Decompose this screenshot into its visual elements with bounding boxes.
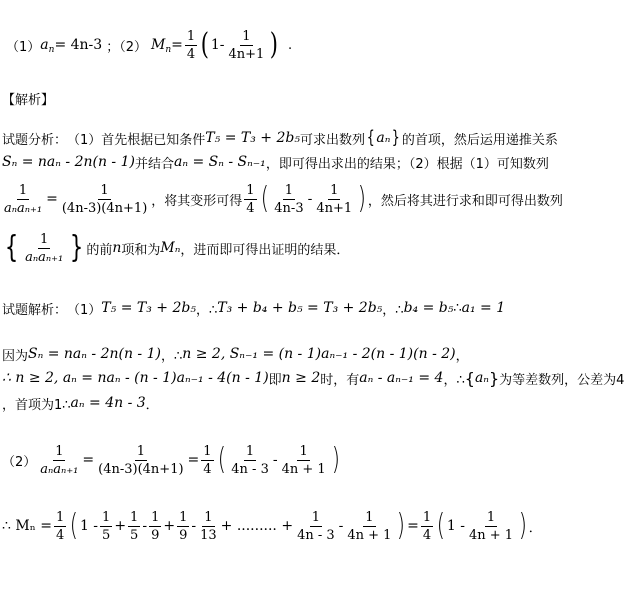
- analysis-text-4a: 的前: [86, 242, 113, 258]
- solution-s1-f4: a₁ = 1: [461, 300, 506, 316]
- solution-s5-frac-quarter: $\frac{1}{4}$: [203, 443, 212, 477]
- answer-an: $a_n$: [40, 37, 55, 55]
- answer-line: [0, 27, 630, 62]
- solution-s6-r-pre: 1 -: [446, 518, 465, 534]
- analysis-text-4c: ，进而即可得出证明的结果．: [180, 242, 350, 258]
- solution-s4-f: aₙ = 4n - 3: [70, 395, 146, 411]
- answer-part1-label: （1）: [6, 39, 41, 55]
- analysis-l4-brace-close: }: [70, 230, 84, 265]
- series-fraction: $\frac{1}{4n + 1}$: [347, 509, 392, 543]
- analysis-line-2: [0, 152, 630, 172]
- solution-s5-frac-b: $\frac{1}{(4n-3)(4n+1)}$: [98, 443, 184, 477]
- solution-s1-sep1: ，∴: [195, 302, 218, 318]
- solution-s1-sep3: ∴: [453, 300, 462, 316]
- analysis-frac-b: $\frac{1}{(4n-3)(4n+1)}$: [61, 182, 148, 216]
- analysis-text-1a: （1）首先根据已知条件: [67, 132, 206, 148]
- solution-s3d: 为等差数列，公差为4: [499, 372, 625, 388]
- analysis-paren-open: (: [260, 181, 269, 216]
- analysis-Mn: Mₙ: [160, 240, 181, 256]
- solution-s5-paren-close: ): [331, 442, 340, 477]
- solution-s6-eq: =: [407, 518, 419, 534]
- analysis-eq: =: [46, 191, 58, 207]
- solution-s3-f1: ∴ n ≥ 2, aₙ = naₙ - (n - 1)aₙ₋₁ - 4(n - 1): [2, 370, 269, 386]
- analysis-formula-2b: aₙ = Sₙ - Sₙ₋₁: [173, 154, 266, 170]
- analysis-l4-frac: $\frac{1}{\text{aₙaₙ₊₁}}$: [25, 231, 64, 265]
- solution-s3-f3: aₙ - aₙ₋₁ = 4: [359, 370, 444, 386]
- solution-s2-f1: Sₙ = naₙ - 2n(n - 1): [28, 346, 161, 362]
- solution-s6-paren-close: ): [397, 508, 406, 543]
- analysis-frac-quarter: $\frac{1}{4}$: [246, 182, 255, 216]
- solution-s5-eq2: =: [187, 452, 200, 468]
- series-fraction: $\frac{1}{13}$: [200, 509, 217, 543]
- analysis-formula-1: T₅ = T₃ + 2b₅: [205, 130, 300, 146]
- solution-line-3: [0, 368, 630, 388]
- analysis-paren-close: ): [357, 181, 367, 216]
- solution-s5-frac-a: $\frac{1}{\text{aₙaₙ₊₁}}$: [40, 443, 79, 477]
- answer-end: .: [288, 37, 293, 53]
- series-operator: -: [142, 518, 148, 534]
- solution-s5-frac-in2: $\frac{1}{4n + 1}$: [281, 443, 326, 477]
- solution-s5-eq: =: [82, 452, 95, 468]
- solution-line-5: [0, 438, 630, 482]
- analysis-frac-in2: $\frac{1}{4n+1}$: [316, 182, 353, 216]
- solution-s6-frac-quarter: $\frac{1}{4}$: [55, 509, 65, 543]
- solution-s3-brace-open: {: [464, 368, 475, 388]
- solution-s1-sep2: ，∴: [382, 302, 404, 318]
- solution-s6-end: ．: [528, 520, 542, 536]
- solution-s4b: ．: [145, 397, 159, 413]
- solution-s3a: 即: [268, 372, 282, 388]
- analysis-text-4b: 项和为: [121, 242, 161, 258]
- answer-eq1: = 4n-3: [54, 37, 103, 53]
- solution-s3-f2: n ≥ 2: [281, 370, 321, 386]
- solution-s6-r-paren-open: (: [436, 508, 446, 543]
- answer-frac-inner: $\frac{1}{4n+1}$: [228, 28, 265, 62]
- series-operator: -: [191, 518, 197, 534]
- answer-Mn: $M_n$: [150, 37, 172, 55]
- series-operator: +: [114, 518, 127, 534]
- solution-s6-paren-open: (: [69, 508, 79, 543]
- solution-s5-minus: -: [272, 452, 278, 468]
- solution-s2-end: ，: [455, 348, 469, 364]
- answer-frac-quarter: $\frac{1}{4}$: [186, 28, 196, 62]
- series-operator: +: [163, 518, 176, 534]
- solution-s4a: ，首项为1∴: [2, 397, 71, 413]
- solution-s1-f2: T₃ + b₄ + b₅ = T₃ + 2b₅: [217, 300, 383, 316]
- solution-s1-f1: T₅ = T₃ + 2b₅: [101, 300, 196, 316]
- analysis-line-1: [0, 128, 630, 148]
- analysis-text-1c: 的首项，然后运用递推关系: [401, 132, 558, 148]
- solution-s6-series: [80, 509, 396, 544]
- answer-sep: ；（2）: [106, 39, 147, 55]
- solution-s3-seq: aₙ: [474, 370, 489, 386]
- solution-s3b: 时，有: [320, 372, 360, 388]
- analysis-frac-in1: $\frac{1}{4n-3}$: [274, 182, 304, 216]
- answer-inner-pre: 1-: [210, 37, 225, 53]
- answer-paren-close: ): [270, 27, 279, 62]
- series-fraction: $\frac{1}{5}$: [102, 509, 111, 543]
- analysis-line-3: [0, 177, 630, 221]
- analysis-seq: aₙ: [376, 130, 391, 146]
- analysis-frac-a: $\frac{1}{\text{aₙaₙ₊₁}}$: [4, 182, 43, 216]
- series-fraction: $\frac{1}{9}$: [179, 509, 188, 543]
- answer-paren-open: (: [200, 27, 210, 62]
- analysis-formula-2a: Sₙ = naₙ - 2n(n - 1): [2, 154, 135, 170]
- series-operator: + ......... +: [220, 518, 294, 534]
- series-operator: 1 -: [79, 518, 99, 534]
- solution-s3-brace-close: }: [488, 368, 500, 388]
- solution-s2-f2: n ≥ 2, Sₙ₋₁ = (n - 1)aₙ₋₁ - 2(n - 1)(n - 2): [182, 346, 456, 362]
- solution-line-4: [0, 393, 630, 413]
- solution-s5-paren-open: (: [217, 442, 226, 477]
- series-fraction: $\frac{1}{5}$: [130, 509, 139, 543]
- analysis-minus: -: [307, 191, 313, 207]
- solution-s6-r-paren-close: ): [518, 508, 528, 543]
- solution-label: 试题解析：: [2, 302, 68, 318]
- analysis-text-3b: ，然后将其进行求和即可得出数列: [367, 193, 563, 209]
- answer-eq2: =: [171, 37, 183, 53]
- analysis-text-3a: ，将其变形可得: [151, 193, 243, 209]
- solution-s2-sep: ，∴: [160, 348, 183, 364]
- analysis-line-4: [0, 226, 630, 270]
- analysis-l4-brace-open: {: [4, 230, 19, 265]
- solution-line-6: [0, 504, 630, 548]
- analysis-label: 试题分析：: [2, 132, 68, 148]
- analysis-brace-open: {: [366, 127, 375, 148]
- solution-s1-f3: b₄ = b₅: [403, 300, 454, 316]
- solution-s5a: （2）: [2, 454, 37, 470]
- solution-s2a: 因为: [2, 348, 29, 364]
- series-operator: -: [338, 518, 344, 534]
- analysis-text-2b: ，即可得出求出的结果；（2）根据（1）可知数列: [265, 156, 549, 172]
- solution-line-1: [0, 298, 630, 318]
- analysis-text-2a: 并结合: [134, 156, 174, 172]
- solution-s3c: ，∴: [443, 372, 465, 388]
- analysis-brace-close: }: [392, 127, 401, 148]
- analysis-text-1b: 可求出数列: [299, 132, 365, 148]
- solution-s5-frac-in1: $\frac{1}{4n - 3}$: [231, 443, 269, 477]
- section-title: 【解析】: [2, 92, 55, 108]
- solution-s6-frac-r-in: $\frac{1}{4n + 1}$: [469, 509, 514, 543]
- solution-s1a: （1）: [67, 302, 102, 318]
- solution-s6-pre: ∴ Mₙ =: [2, 518, 52, 534]
- solution-s6-frac-r: $\frac{1}{4}$: [422, 509, 432, 543]
- series-fraction: $\frac{1}{9}$: [151, 509, 160, 543]
- analysis-n: n: [112, 240, 122, 256]
- solution-line-2: [0, 344, 630, 364]
- series-fraction: $\frac{1}{4n - 3}$: [297, 509, 335, 543]
